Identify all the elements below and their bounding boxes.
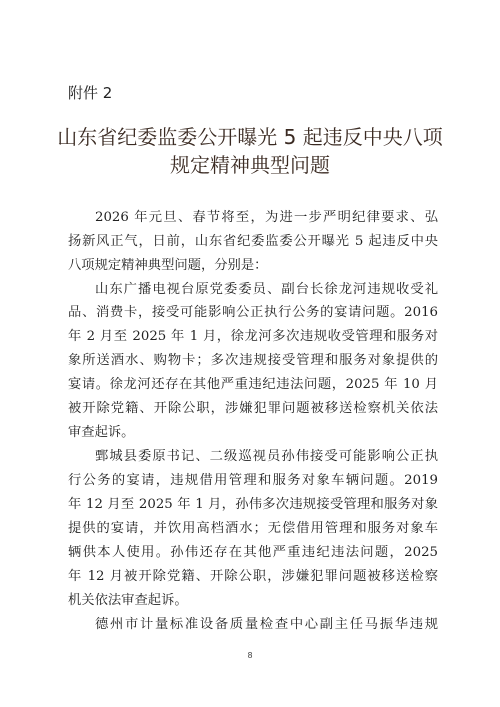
body-line: 行公务的宴请，违规借用管理和服务对象车辆问题。2019 xyxy=(68,473,438,488)
body-line: 提供的宴请，并饮用高档酒水；无偿借用管理和服务对象车 xyxy=(68,521,438,536)
body-line: 德州市计量标准设备质量检查中心副主任马振华违规 xyxy=(95,617,438,632)
body-line: 山东广播电视台原党委委员、副台长徐龙河违规收受礼 xyxy=(95,282,438,297)
page-number: 8 xyxy=(247,651,253,660)
body-line: 年 12 月被开除党籍、开除公职，涉嫌犯罪问题被移送检察 xyxy=(68,569,438,584)
attachment-label: 附件 2 xyxy=(68,84,113,102)
body-line: 被开除党籍、开除公职，涉嫌犯罪问题被移送检察机关依法 xyxy=(68,401,438,416)
body-line: 品、消费卡，接受可能影响公正执行公务的宴请问题。2016 xyxy=(68,305,438,320)
body-line: 象所送酒水、购物卡；多次违规接受管理和服务对象提供的 xyxy=(68,353,438,368)
document-title-line-2: 规定精神典型问题 xyxy=(170,153,330,177)
body-line: 宴请。徐龙河还存在其他严重违纪违法问题，2025 年 10 月 xyxy=(68,377,438,392)
body-line: 审查起诉。 xyxy=(68,425,135,440)
body-line: 机关依法审查起诉。 xyxy=(68,593,188,608)
body-line: 2026 年元旦、春节将至，为进一步严明纪律要求、弘 xyxy=(95,210,438,225)
body-line: 八项规定精神典型问题，分别是： xyxy=(68,258,268,273)
document-title-line-1: 山东省纪委监委公开曝光 5 起违反中央八项 xyxy=(57,125,443,149)
body-line: 年 12 月至 2025 年 1 月，孙伟多次违规接受管理和服务对象 xyxy=(68,497,438,512)
body-line: 鄄城县委原书记、二级巡视员孙伟接受可能影响公正执 xyxy=(95,449,438,464)
body-line: 年 2 月至 2025 年 1 月，徐龙河多次违规收受管理和服务对 xyxy=(68,329,438,344)
body-line: 辆供本人使用。孙伟还存在其他严重违纪违法问题，2025 xyxy=(68,545,438,560)
body-line: 扬新风正气，日前，山东省纪委监委公开曝光 5 起违反中央 xyxy=(68,234,438,249)
